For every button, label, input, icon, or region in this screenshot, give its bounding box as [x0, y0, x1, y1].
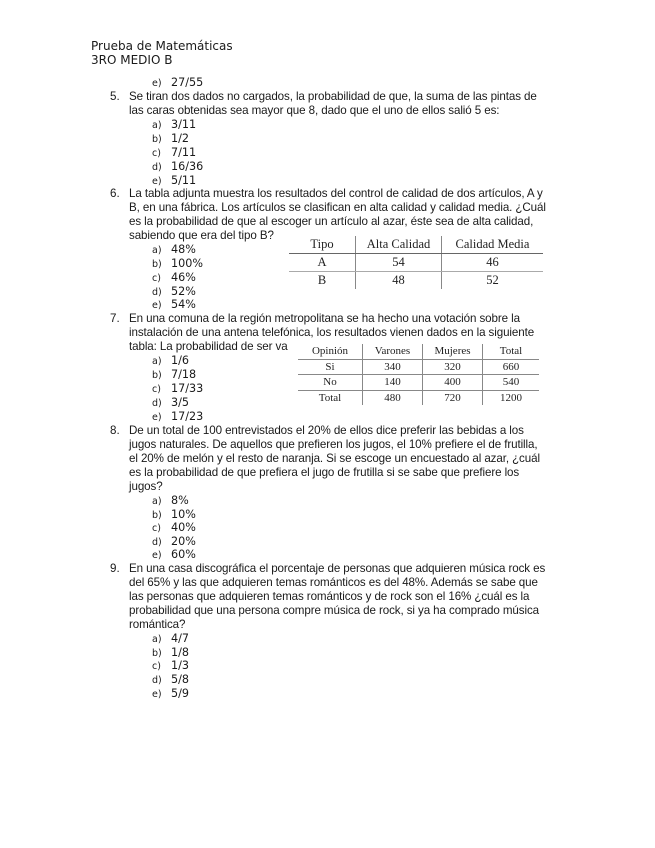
option-letter: d)	[152, 162, 162, 173]
option-letter: d)	[152, 287, 162, 298]
option-letter: c)	[152, 148, 161, 159]
table-row	[298, 375, 539, 391]
question-text-line: las caras obtenidas sea mayor que 8, dado que el uno de ellos salió 5 es:	[129, 104, 500, 117]
table-cell: 54	[356, 254, 442, 272]
option-value: 4/7	[171, 632, 190, 645]
course-label: 3RO MEDIO B	[91, 53, 173, 67]
option-value: 5/8	[171, 673, 190, 686]
option-value: 7/11	[171, 146, 197, 159]
option-c	[152, 271, 196, 286]
option-value: 1/6	[171, 354, 190, 367]
option-letter: e)	[152, 550, 162, 561]
table-cell: B	[289, 272, 356, 290]
option-letter: c)	[152, 523, 161, 534]
question-text-line: jugos?	[129, 480, 163, 493]
option-letter: b)	[152, 648, 162, 659]
option-e	[152, 298, 196, 313]
option-b	[152, 368, 196, 383]
option-c	[152, 146, 196, 161]
option-letter: d)	[152, 537, 162, 548]
option-a	[152, 354, 189, 369]
option-d	[152, 673, 189, 688]
question-text-line: De un total de 100 entrevistados el 20% de ellos dice preferir las bebidas a los	[129, 424, 524, 437]
option-value: 1/8	[171, 646, 190, 659]
option-b	[152, 132, 189, 147]
option-value: 3/11	[171, 118, 197, 131]
table-cell: 720	[423, 390, 483, 405]
question-text-line: B, en una fábrica. Los artículos se clasifican en alta calidad y calidad media. ¿Cuál	[129, 201, 546, 214]
table-cell: 46	[442, 254, 544, 272]
option-value: 20%	[171, 535, 196, 548]
question-number: 9.	[110, 562, 120, 575]
option-value: 1/3	[171, 659, 190, 672]
option-value: 52%	[171, 285, 196, 298]
option-value: 16/36	[171, 160, 204, 173]
option-d	[152, 160, 203, 175]
table-cell: 340	[363, 359, 423, 375]
table-cell: 480	[363, 390, 423, 405]
option-value: 54%	[171, 298, 196, 311]
option-letter: c)	[152, 273, 161, 284]
option-value: 7/18	[171, 368, 197, 381]
table-cell: 400	[423, 375, 483, 391]
table-cell: 660	[483, 359, 540, 375]
option-letter: e)	[152, 412, 162, 423]
option-value: 48%	[171, 243, 196, 256]
table-row	[298, 359, 539, 375]
table-cell: No	[298, 375, 363, 391]
option-letter: e)	[152, 689, 162, 700]
option-letter: a)	[152, 245, 162, 256]
question-text-line: romántica?	[129, 618, 186, 631]
table-header-cell: Tipo	[289, 236, 356, 254]
question-number: 8.	[110, 424, 120, 437]
table-header-cell: Opinión	[298, 344, 363, 359]
question-text-line: En una casa discográfica el porcentaje de personas que adquieren música rock es	[129, 562, 546, 575]
option-a	[152, 118, 196, 133]
option-value: 46%	[171, 271, 196, 284]
table-cell: 320	[423, 359, 483, 375]
table-row	[298, 390, 539, 405]
option-a	[152, 494, 189, 509]
option-letter: a)	[152, 496, 162, 507]
option-e	[152, 548, 196, 563]
q4-option-e	[152, 76, 203, 91]
option-letter: e)	[152, 78, 162, 89]
table-cell: 48	[356, 272, 442, 290]
question-text-line: jugos naturales. De aquellos que prefieren los jugos, el 10% prefiere el de frutilla,	[129, 438, 538, 451]
table-header-cell: Calidad Media	[442, 236, 544, 254]
table-row	[289, 272, 543, 290]
table-cell: Si	[298, 359, 363, 375]
question-text-line: es la probabilidad de que al escoger un artículo al azar, éste sea de alta calidad,	[129, 215, 534, 228]
option-value: 60%	[171, 548, 196, 561]
table-cell: Total	[298, 390, 363, 405]
option-c	[152, 521, 196, 536]
question-text-line: sabiendo que era del tipo B?	[129, 229, 274, 242]
option-d	[152, 396, 189, 411]
option-value: 100%	[171, 257, 203, 270]
option-letter: d)	[152, 675, 162, 686]
option-value: 17/33	[171, 382, 204, 395]
question-text-line: En una comuna de la región metropolitana se ha hecho una votación sobre la	[129, 312, 520, 325]
table-header-cell: Mujeres	[423, 344, 483, 359]
table-header-row	[298, 344, 539, 359]
question-text-line: tabla: La probabilidad de ser va	[129, 340, 288, 353]
option-value: 27/55	[171, 76, 204, 89]
option-b	[152, 257, 203, 272]
option-letter: a)	[152, 634, 162, 645]
question-text-line: Se tiran dos dados no cargados, la probabilidad de que, la suma de las pintas de	[129, 90, 537, 103]
option-c	[152, 659, 189, 674]
option-letter: e)	[152, 300, 162, 311]
table-cell: 140	[363, 375, 423, 391]
option-value: 5/11	[171, 174, 197, 187]
table-cell: 52	[486, 273, 499, 287]
option-value: 40%	[171, 521, 196, 534]
table-row	[289, 254, 543, 272]
option-c	[152, 382, 203, 397]
option-value: 3/5	[171, 396, 190, 409]
option-letter: c)	[152, 661, 161, 672]
table-header-cell: Alta Calidad	[356, 236, 442, 254]
option-a	[152, 243, 196, 258]
question-text-line: instalación de una antena telefónica, los resultados vienen dados en la siguiente	[129, 326, 535, 339]
option-letter: a)	[152, 120, 162, 131]
option-letter: b)	[152, 370, 162, 381]
option-letter: e)	[152, 176, 162, 187]
option-letter: b)	[152, 259, 162, 270]
option-value: 8%	[171, 494, 189, 507]
question-text-line: La tabla adjunta muestra los resultados del control de calidad de dos artículos, A y	[129, 187, 543, 200]
option-letter: b)	[152, 510, 162, 521]
option-value: 5/9	[171, 687, 190, 700]
option-e	[152, 410, 203, 425]
question-number: 6.	[110, 187, 120, 200]
question-text-line: es la probabilidad de que prefiera el jugo de frutilla si se sabe que prefiere los	[129, 466, 520, 479]
vote-table	[298, 344, 539, 405]
option-value: 1/2	[171, 132, 190, 145]
option-value: 17/23	[171, 410, 204, 423]
option-letter: c)	[152, 384, 161, 395]
table-cell: 1200	[500, 391, 522, 404]
table-header-row	[289, 236, 543, 254]
table-cell: 540	[483, 375, 540, 391]
question-text-line: probabilidad que una persona compre música de rock, si ya ha comprado música	[129, 604, 540, 617]
document-title: Prueba de Matemáticas	[91, 39, 233, 53]
option-letter: d)	[152, 398, 162, 409]
question-text-line: del 65% y las que adquieren temas románticos es del 48%. Además se sabe que	[129, 576, 538, 589]
quality-table	[289, 236, 543, 289]
table-header-cell: Varones	[363, 344, 423, 359]
question-text-line: las personas que adquieren temas románticos y de rock son el 16% ¿cuál es la	[129, 590, 530, 603]
option-letter: a)	[152, 356, 162, 367]
table-cell: A	[289, 254, 356, 272]
option-value: 10%	[171, 508, 196, 521]
question-text-line: el 20% de melón y el resto de naranja. Si se escoge un encuestado al azar, ¿cuál	[129, 452, 540, 465]
question-number: 7.	[110, 312, 120, 325]
option-e	[152, 687, 189, 702]
option-a	[152, 632, 189, 647]
table-header-cell: Total	[483, 344, 540, 359]
question-number: 5.	[110, 90, 120, 103]
option-letter: b)	[152, 134, 162, 145]
